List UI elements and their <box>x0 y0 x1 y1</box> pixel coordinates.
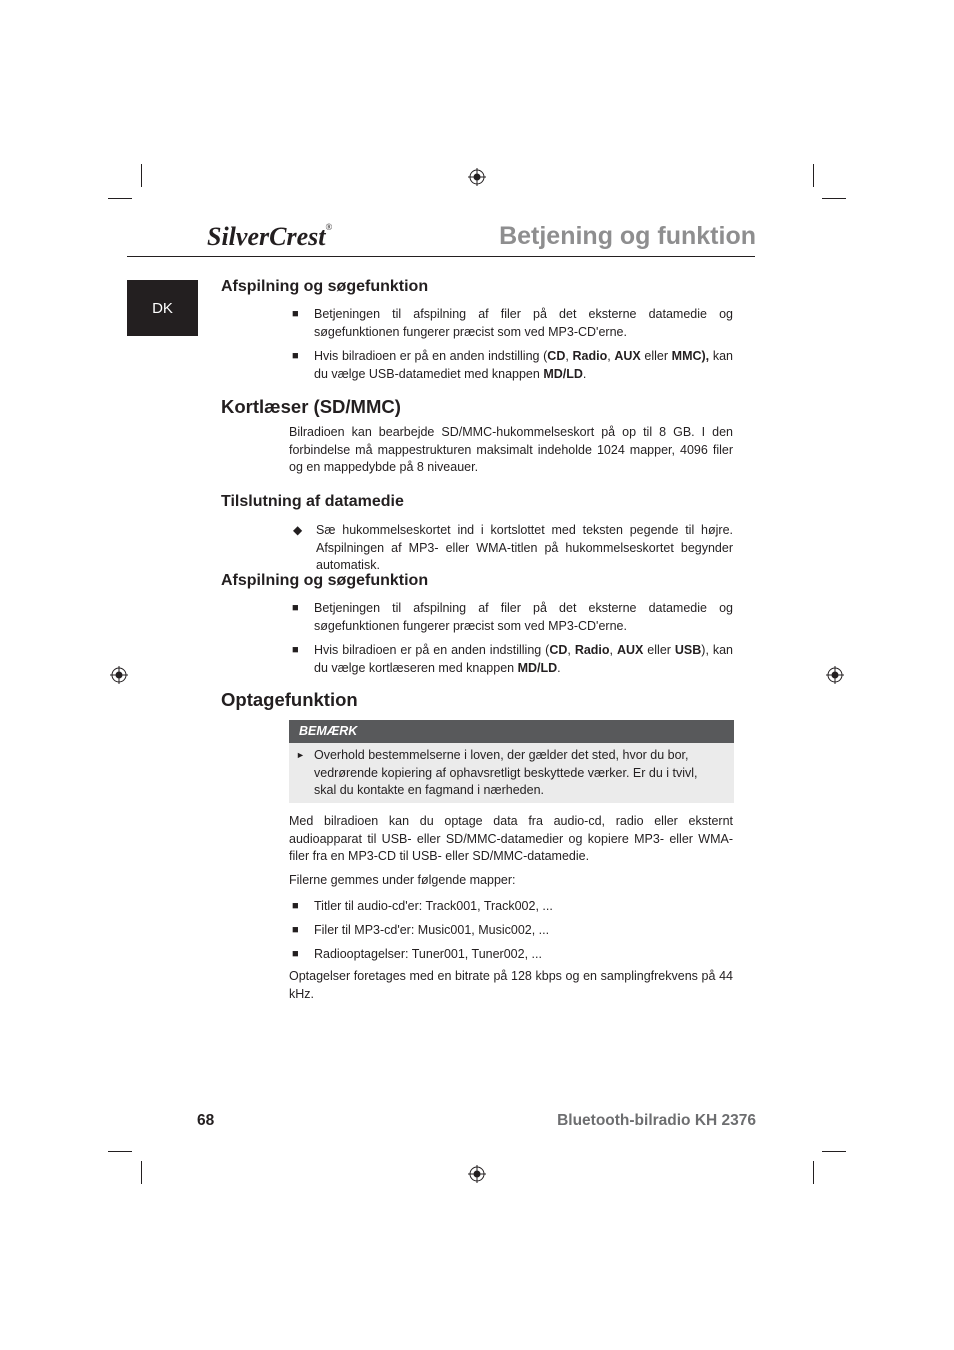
note-title: BEMÆRK <box>289 720 734 743</box>
brand-logo <box>207 222 332 252</box>
list-item-text: Betjeningen til afspilning af filer på det eksterne datamedie og søgefunktionen fungerer præcist som ved MP3-CD'erne. <box>314 601 733 633</box>
crop-mark <box>108 1151 132 1152</box>
list-item-text: Filer til MP3-cd'er: Music001, Music002, ... <box>314 923 550 937</box>
list-item-text: Hvis bilradioen er på en anden indstilling (CD, Radio, AUX eller MMC), kan du vælge USB-datamediet med knappen MD/LD. <box>314 349 733 381</box>
list-item-text: Betjeningen til afspilning af filer på det eksterne datamedie og søgefunktionen fungerer præcist som ved MP3-CD'erne. <box>314 307 733 339</box>
list-item <box>293 522 733 575</box>
diamond-bullet-icon: ◆ <box>293 523 303 537</box>
square-bullet-icon: ■ <box>292 900 299 912</box>
crop-mark <box>108 198 132 199</box>
list-item <box>292 946 733 964</box>
crop-mark <box>822 1151 846 1152</box>
product-model: Bluetooth-bilradio KH 2376 <box>557 1112 756 1129</box>
list-item <box>292 600 733 635</box>
section-heading: Kortlæser (SD/MMC) <box>221 396 401 417</box>
registration-mark-icon <box>826 666 844 684</box>
arrow-bullet-icon: ► <box>296 750 305 760</box>
registered-mark: ® <box>325 222 333 232</box>
brand-name: SilverCrest <box>207 222 326 251</box>
crop-mark <box>141 164 142 187</box>
registration-mark-icon <box>468 1165 486 1183</box>
header-rule <box>127 256 755 257</box>
square-bullet-icon: ■ <box>292 924 299 936</box>
paragraph: Optagelser foretages med en bitrate på 128 kbps og en samplingfrekvens på 44 kHz. <box>289 969 733 1001</box>
language-tab: DK <box>127 280 198 336</box>
registration-mark-icon <box>468 168 486 186</box>
note-item <box>296 747 722 800</box>
paragraph: Med bilradioen kan du optage data fra audio-cd, radio eller eksternt audioapparat til USB- eller SD/MMC-datamedier og kopiere MP3- eller WMA-filer fra en MP3-CD til USB- eller SD/MMC-datamedie. <box>289 814 733 863</box>
square-bullet-icon: ■ <box>292 948 299 960</box>
list-item <box>292 642 733 677</box>
list-item <box>292 922 733 940</box>
square-bullet-icon: ■ <box>292 350 299 362</box>
paragraph: Bilradioen kan bearbejde SD/MMC-hukommelseskort på op til 8 GB. I den forbindelse må mappestrukturen maksimalt indeholde 1024 mapper, 4096 filer og en mappedybde på 8 niveauer. <box>289 425 733 474</box>
list-item <box>292 348 733 383</box>
paragraph: Filerne gemmes under følgende mapper: <box>289 873 516 887</box>
crop-mark <box>813 164 814 187</box>
list-item <box>292 898 733 916</box>
crop-mark <box>822 198 846 199</box>
list-item-text: Radiooptagelser: Tuner001, Tuner002, ... <box>314 947 542 961</box>
list-item-text: Sæ hukommelseskortet ind i kortslottet med teksten pegende til højre. Afspilningen af MP3- eller WMA-titlen på hukommelseskortet begynder automatisk. <box>316 523 733 572</box>
section-heading: Optagefunktion <box>221 689 358 710</box>
section-heading: Tilslutning af datamedie <box>221 493 404 510</box>
list-item <box>292 306 733 341</box>
crop-mark <box>813 1161 814 1184</box>
section-heading: Afspilning og søgefunktion <box>221 278 429 295</box>
section-heading: Afspilning og søgefunktion <box>221 572 429 589</box>
square-bullet-icon: ■ <box>292 308 299 320</box>
list-item-text: Hvis bilradioen er på en anden indstilling (CD, Radio, AUX eller USB), kan du vælge kortlæseren med knappen MD/LD. <box>314 643 734 675</box>
page-number: 68 <box>197 1112 215 1129</box>
page-title: Betjening og funktion <box>499 222 756 250</box>
list-item-text: Titler til audio-cd'er: Track001, Track002, ... <box>314 899 553 913</box>
note-text: Overhold bestemmelserne i loven, der gælder det sted, hvor du bor, vedrørende kopiering af ophavsretligt beskyttede værker. Er du i tvivl, skal du kontakte en fagmand i nærheden. <box>314 748 698 797</box>
registration-mark-icon <box>110 666 128 684</box>
square-bullet-icon: ■ <box>292 602 299 614</box>
square-bullet-icon: ■ <box>292 644 299 656</box>
crop-mark <box>141 1161 142 1184</box>
